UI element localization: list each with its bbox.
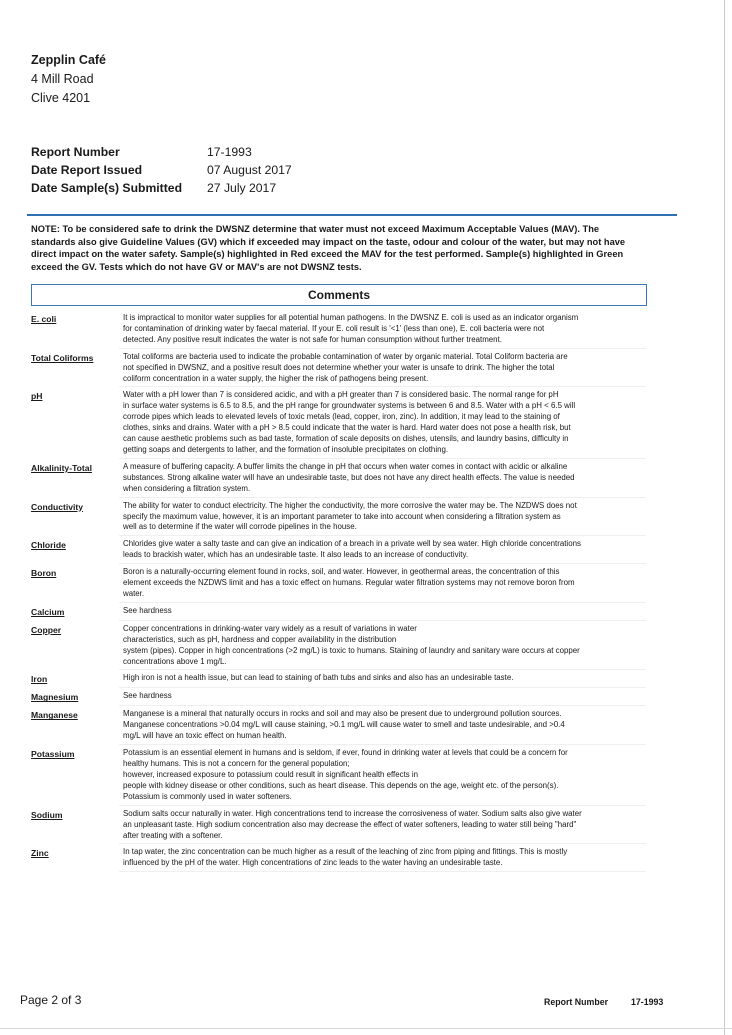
comment-entry-chloride [31,539,646,567]
comment-entry-sodium [31,809,646,848]
meta-label: Report Number [31,145,120,159]
comment-term: Total Coliforms [31,352,94,363]
page-edge-bottom [0,1028,732,1029]
comment-text: See hardness [123,691,172,701]
safety-note: NOTE: To be considered safe to drink the DWSNZ determine that water must not exceed Maximum Acceptable Values (MAV). The standards also give Guideline Values (GV) which if exceeded may impact on the taste, odour and colour of the water, but may not have direct impact on the water safety. Sample(s) highlighted in Red exceed the MAV for the test performed. Sample(s) highlighted in Green exceed the GV. Tests which do not have GV or MAV's are not DWSNZ tests. [31,224,626,272]
comments-heading: Comments [31,284,647,306]
meta-label: Date Report Issued [31,163,143,177]
meta-row [31,179,292,197]
comment-text: Chlorides give water a salty taste and can give an indication of a breach in a private well by sea water. High chloride concentrations leads to brackish water, which has an undesirable taste. It also leads to an increase of conductivity. [123,539,581,560]
comment-text: It is impractical to monitor water supplies for all potential human pathogens. In the DWSNZ E. coli is used as an indicator organism for contamination of drinking water by faecal material. If your E. coli result is '<1' (less than one), E. coli bacteria were not detected. Any positive result indicates the water is not safe for human consumption without further treatment. [123,313,579,344]
comment-entry-copper [31,624,646,674]
footer-report-number-label: Report Number [544,997,609,1007]
comment-entry-calcium [31,606,646,624]
address-block [31,51,106,108]
comment-entry-total-coliforms [31,352,646,391]
address-line-2: Clive 4201 [31,91,91,105]
address-line-1: 4 Mill Road [31,72,94,86]
page-number: Page 2 of 3 [20,993,82,1007]
report-meta [31,143,292,197]
comment-entry-conductivity [31,501,646,540]
meta-row [31,161,292,179]
comment-entry-manganese [31,709,646,748]
section-divider [27,214,677,216]
comment-term: Copper [31,624,62,635]
comment-entry-potassium [31,748,646,809]
comment-entry-e-coli [31,313,646,352]
comment-entry-alkalinity [31,462,646,501]
comment-entry-iron [31,673,646,691]
comment-text: Sodium salts occur naturally in water. High concentrations tend to increase the corrosiveness of water. Sodium salts also give water an unpleasant taste. High sodium concentration also may decrease the effect of water softeners, leading to water still being "hard" after treating with a softener. [123,808,582,840]
comment-term: Iron [31,674,48,685]
comment-text: See hardness [123,605,172,615]
comment-term: Boron [31,568,57,579]
comment-entry-magnesium [31,691,646,709]
meta-value: 17-1993 [207,145,252,159]
comment-text: Copper concentrations in drinking-water vary widely as a result of variations in water characteristics, such as pH, hardness and copper availability in the distribution system (pipes). Copper in high concentrations (>2 mg/L) is toxic to humans. Staining of laundry and sanitary ware occurs at copper concentrations above 1 mg/L. [123,623,580,666]
comment-term: Potassium [31,749,75,760]
comment-text: The ability for water to conduct electricity. The higher the conductivity, the more corrosive the water may be. The NZDWS does not specify the maximum value, however, it is an important parameter to take into account when considering a filtration system as well as to determine if the water will corrode pipelines in the house. [123,500,577,532]
meta-value: 07 August 2017 [207,163,292,177]
comment-entry-boron [31,567,646,606]
footer-report-number-value: 17-1993 [631,997,664,1007]
comment-term: Magnesium [31,692,79,703]
comment-term: Conductivity [31,501,84,512]
comment-term: pH [31,391,43,402]
comment-term: Sodium [31,809,63,820]
comment-term: Chloride [31,540,66,551]
comment-term: Manganese [31,710,78,721]
comment-text: Water with a pH lower than 7 is considered acidic, and with a pH greater than 7 is considered basic. The normal range for pH in surface water systems is 6.5 to 8.5, and the pH range for groundwater systems is between 6 and 8.5. Water with a pH < 6.5 will corrode pipes which leads to elevated levels of toxic metals (lead, copper, iron, zinc). In addition, it may lead to the staining of clothes, sinks and drains. Water with a pH > 8.5 could indicate that the water is hard. Hard water does not pose a health risk, but can cause aesthetic problems such as bad taste, formation of scale deposits on dishes, utensils, and laundry basins, difficulty in getting soaps and detergents to lather, and the formation of insoluble precipitates on clothing. [123,390,576,454]
meta-label: Date Sample(s) Submitted [31,181,183,195]
comment-term: Calcium [31,606,65,617]
comment-entry-ph [31,390,646,461]
comment-term: E. coli [31,314,57,324]
comment-text: Boron is a naturally-occurring element found in rocks, soil, and water. However, in geothermal areas, the concentration of this element exceeds the NZDWS limit and has a toxic effect on humans. Regular water filtration systems may not remove boron from water. [123,567,575,598]
page-edge [724,0,725,1035]
comment-text: Potassium is an essential element in humans and is seldom, if ever, found in drinking water at levels that could be a concern for healthy humans. This is not a concern for the general population; however, increased exposure to potassium could result in significant health effects in people with kidney disease or other conditions, such as heart disease. This depends on the age, weight etc. of the person(s). Potassium is commonly used in water softeners. [123,748,568,801]
comment-text: Manganese is a mineral that naturally occurs in rocks and soil and may also be present due to underground pollution sources. Manganese concentrations >0.04 mg/L will cause staining, >0.1 mg/L will cause water to smell and taste undesirable, and >0.4 mg/L will have an toxic effect on human health. [123,709,565,741]
comments-list [31,313,646,875]
comment-term: Alkalinity-Total [31,462,92,473]
meta-row [31,143,292,161]
comment-term: Zinc [31,848,49,859]
comment-entry-zinc [31,847,646,875]
comment-text: High iron is not a health issue, but can lead to staining of bath tubs and sinks and also has an undesirable taste. [123,673,514,683]
business-name: Zepplin Café [31,53,107,67]
comment-text: Total coliforms are bacteria used to indicate the probable contamination of water by organic material. Total Coliform bacteria are not specified in DWSNZ, and a positive result does not determine whether your water is unsafe to drink. The higher the total coliform concentration in a water supply, the higher the risk of pathogens being present. [123,351,568,383]
comment-text: In tap water, the zinc concentration can be much higher as a result of the leaching of zinc from piping and fittings. This is mostly influenced by the pH of the water. High concentrations of zinc leads to the water having an undesirable taste. [123,847,568,868]
meta-value: 27 July 2017 [207,181,277,195]
comment-text: A measure of buffering capacity. A buffer limits the change in pH that occurs when water comes in contact with acidic or alkaline substances. Strong alkaline water will have an undesirable taste, but does not have any direct health effects. The value is needed when considering a filtration system. [123,461,575,493]
